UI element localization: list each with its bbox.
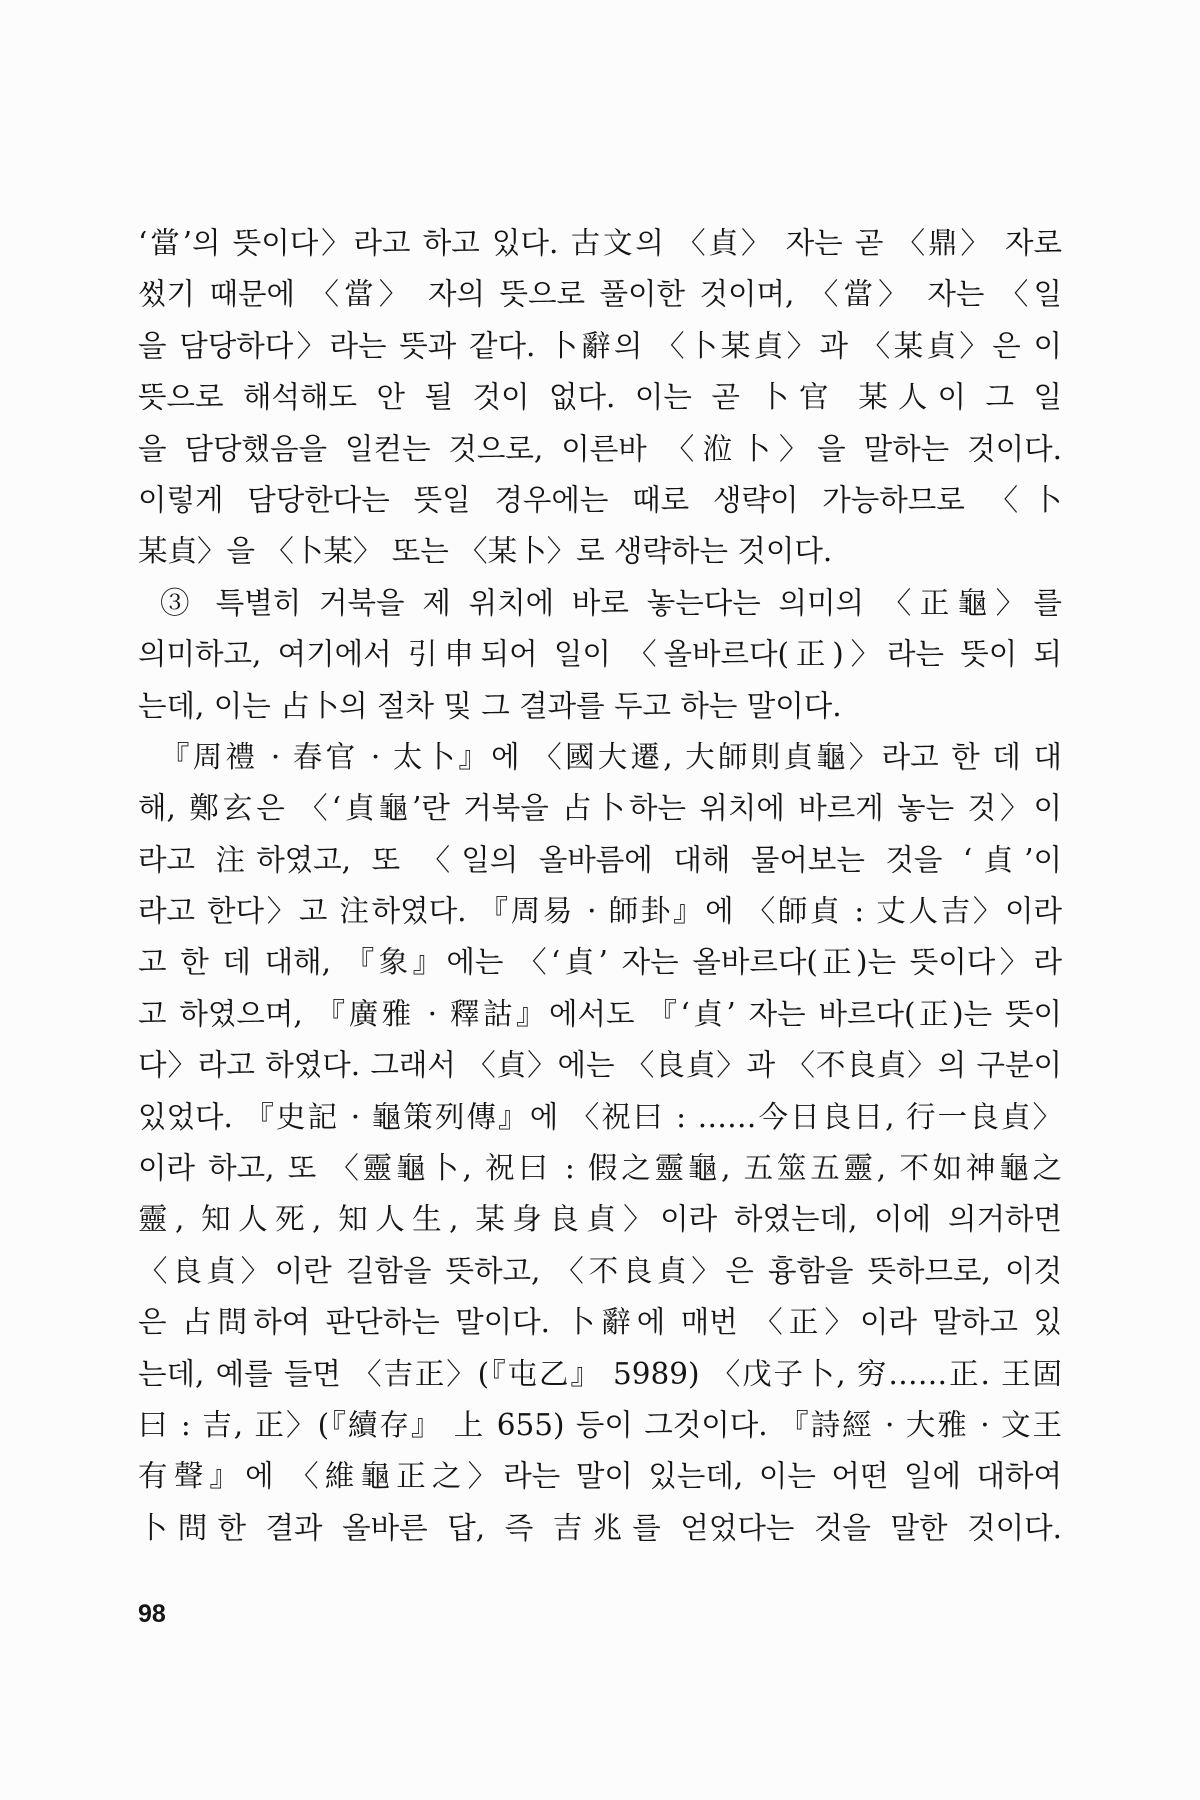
- text-line: 曰 : 吉, 正〉(『續存』 上 655) 등이 그것이다. 『詩經 · 大雅 · 文王: [138, 1407, 1062, 1442]
- text-line: 卜問한 결과 올바른 답, 즉 吉兆를 얻었다는 것을 말한 것이다.: [138, 1510, 1062, 1545]
- text-line: 을 담당했음을 일컫는 것으로, 이른바 〈涖卜〉을 말하는 것이다.: [138, 431, 1062, 466]
- text-line: 이라 하고, 또 〈靈龜卜, 祝曰 : 假之靈龜, 五筮五靈, 不如神龜之: [138, 1151, 1062, 1186]
- text-line: 有聲』에 〈維龜正之〉라는 말이 있는데, 이는 어떤 일에 대하여: [138, 1459, 1062, 1494]
- text-line: 뜻으로 해석해도 안 될 것이 없다. 이는 곧 卜官 某人이 그 일: [138, 380, 1062, 415]
- text-line: 해, 鄭玄은 〈‘貞龜’란 거북을 占卜하는 위치에 바르게 놓는 것〉이: [138, 791, 1062, 826]
- text-line: 을 담당하다〉라는 뜻과 같다. 卜辭의 〈卜某貞〉과 〈某貞〉은 이: [138, 328, 1062, 363]
- body-text: [138, 218, 1062, 1554]
- text-line: 고 하였으며, 『廣雅 · 釋詁』에서도 『‘貞’ 자는 바르다(正)는 뜻이: [138, 996, 1062, 1031]
- text-line: 라고 注하였고, 또 〈일의 올바름에 대해 물어보는 것을 ‘貞’이: [138, 842, 1062, 877]
- text-line: 〈良貞〉이란 길함을 뜻하고, 〈不良貞〉은 흉함을 뜻하므로, 이것: [138, 1253, 1062, 1288]
- text-line: ③ 특별히 거북을 제 위치에 바로 놓는다는 의미의 〈正龜〉를: [160, 585, 1062, 620]
- text-line: 라고 한다〉고 注하였다. 『周易 · 師卦』에 〈師貞 : 丈人吉〉이라: [138, 894, 1062, 929]
- text-line: 고 한 데 대해, 『象』에는 〈‘貞’ 자는 올바르다(正)는 뜻이다〉라: [138, 945, 1062, 980]
- text-line: 『周禮 · 春官 · 太卜』에 〈國大遷, 大師則貞龜〉라고 한 데 대: [160, 739, 1062, 774]
- text-line: 은 占問하여 판단하는 말이다. 卜辭에 매번 〈正〉이라 말하고 있: [138, 1305, 1062, 1340]
- page-number: 98: [138, 1600, 166, 1628]
- text-line: 있었다. 『史記 · 龜策列傳』에 〈祝曰 : ……今日良日, 行一良貞〉: [138, 1099, 1062, 1134]
- text-line: 의미하고, 여기에서 引申되어 일이 〈올바르다(正)〉라는 뜻이 되: [138, 637, 1062, 672]
- text-line: 썼기 때문에 〈當〉 자의 뜻으로 풀이한 것이며, 〈當〉 자는 〈일: [138, 277, 1062, 312]
- text-line: 는데, 예를 들면 〈吉正〉(『屯乙』 5989) 〈戊子卜, 穷……正. 王固: [138, 1356, 1062, 1391]
- text-line: 는데, 이는 占卜의 절차 및 그 결과를 두고 하는 말이다.: [138, 688, 842, 723]
- text-line: 다〉라고 하였다. 그래서 〈貞〉에는 〈良貞〉과 〈不良貞〉의 구분이: [138, 1048, 1062, 1083]
- text-line: ‘當’의 뜻이다〉라고 하고 있다. 古文의 〈貞〉 자는 곧 〈鼎〉 자로: [138, 226, 1062, 260]
- text-line: 某貞〉을 〈卜某〉 또는 〈某卜〉로 생략하는 것이다.: [138, 534, 833, 569]
- text-line: 靈, 知人死, 知人生, 某身良貞〉이라 하였는데, 이에 의거하면: [138, 1202, 1062, 1237]
- text-line: 이렇게 담당한다는 뜻일 경우에는 때로 생략이 가능하므로 〈卜: [138, 482, 1062, 517]
